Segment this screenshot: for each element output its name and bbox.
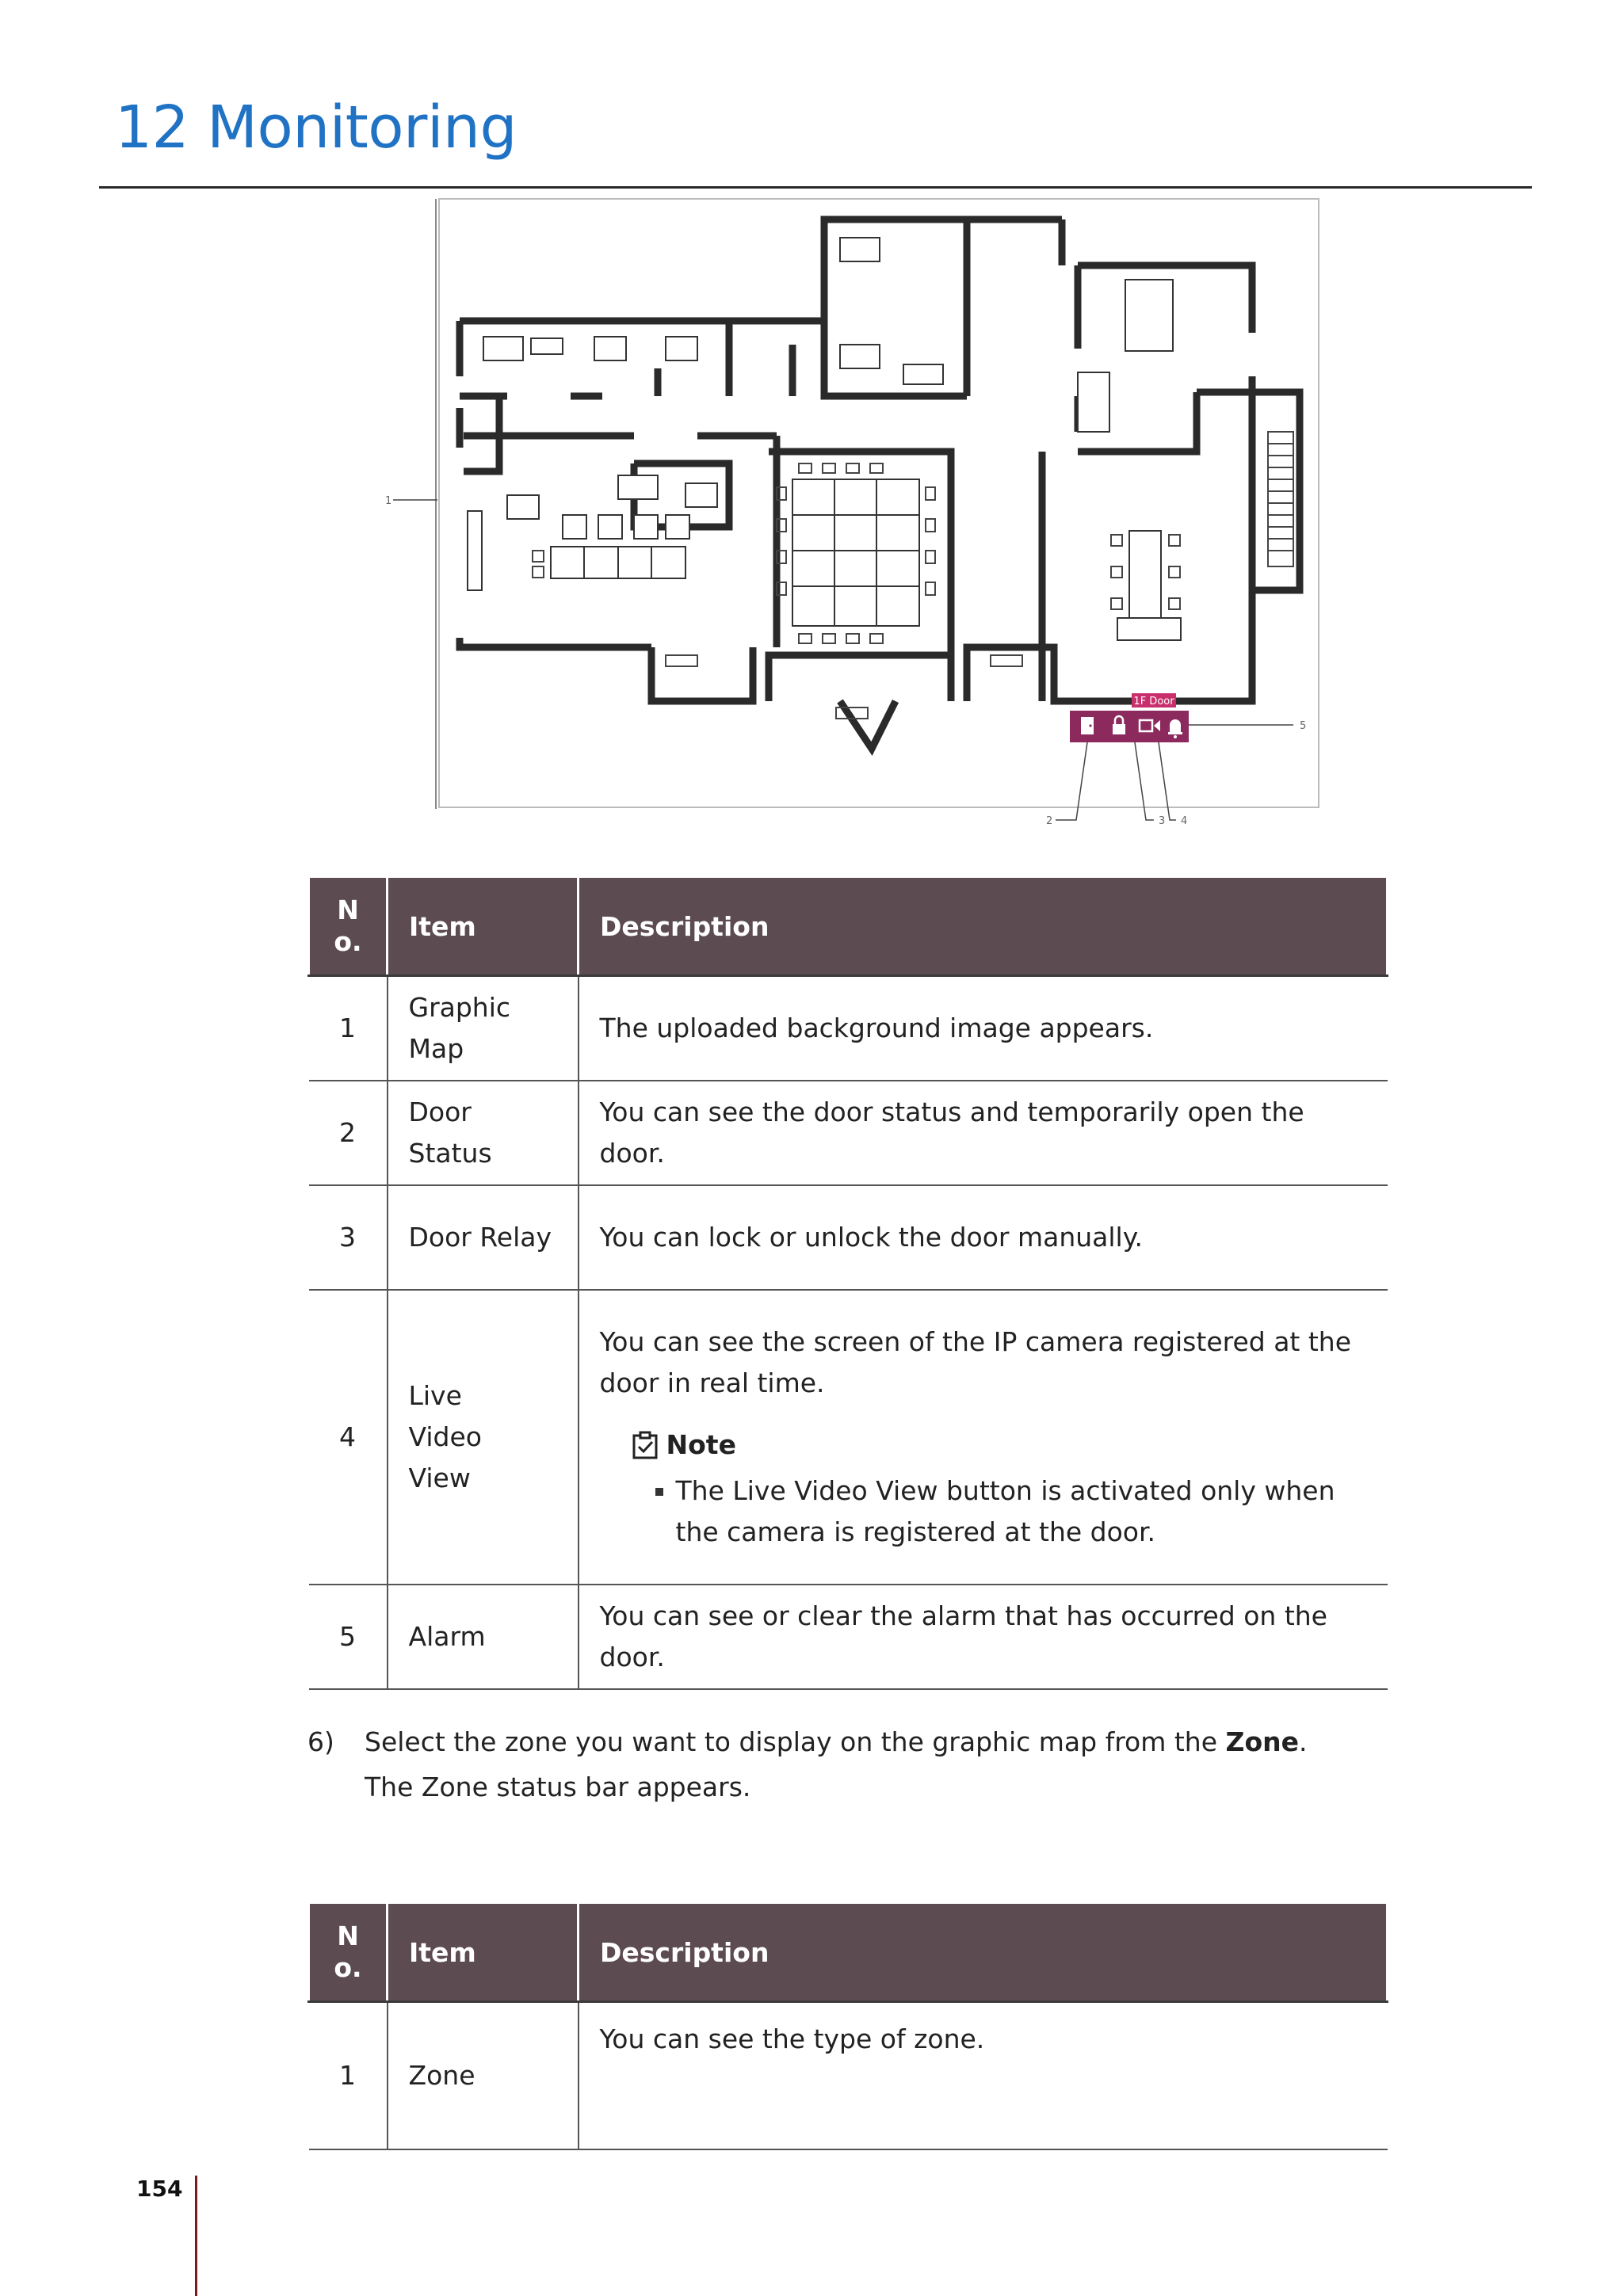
callout-2: 2 <box>1046 815 1053 827</box>
table-row <box>309 976 1388 1081</box>
row-item <box>388 1290 579 1585</box>
step-6 <box>307 1719 1338 1810</box>
row-item-text: Live Video View <box>408 1379 482 1493</box>
column-header-description: Description <box>579 877 1388 976</box>
row-number: 2 <box>309 1081 388 1185</box>
row-number: 1 <box>309 2002 388 2149</box>
note-title: Note <box>666 1428 736 1460</box>
step-number: 6) <box>307 1726 334 1757</box>
callout-1: 1 <box>385 495 392 507</box>
step-text <box>365 1719 1338 1810</box>
step-text-after: . The Zone status bar appears. <box>365 1726 1308 1802</box>
chapter-title: 12 Monitoring <box>115 93 517 162</box>
table-row <box>309 1585 1388 1689</box>
row-description-text: You can see the screen of the IP camera registered at the door in real time. <box>599 1325 1352 1398</box>
table-header-row <box>309 1903 1388 2002</box>
column-header-item: Item <box>388 877 579 976</box>
row-description: The uploaded background image appears. <box>579 976 1388 1081</box>
row-number: 5 <box>309 1585 388 1689</box>
row-description <box>579 1290 1388 1585</box>
row-item: Door Relay <box>388 1185 579 1290</box>
row-number: 4 <box>309 1290 388 1585</box>
column-header-description: Description <box>579 1903 1388 2002</box>
column-header-item: Item <box>388 1903 579 2002</box>
step-text-bold: Zone <box>1225 1726 1299 1757</box>
table-header-row <box>309 877 1388 976</box>
note-clipboard-icon <box>632 1431 659 1459</box>
title-rule <box>99 186 1532 189</box>
note-item: The Live Video View button is activated only when the camera is registered at the door. <box>676 1470 1367 1553</box>
row-description: You can lock or unlock the door manually. <box>579 1185 1388 1290</box>
step-text-before: Select the zone you want to display on the graphic map from the <box>365 1726 1226 1757</box>
callout-5: 5 <box>1300 720 1307 732</box>
door-label: 1F Door <box>1133 696 1174 707</box>
row-item: Graphic Map <box>388 976 579 1081</box>
row-number: 3 <box>309 1185 388 1290</box>
row-item: Alarm <box>388 1585 579 1689</box>
row-item: Zone <box>388 2002 579 2149</box>
table-row <box>309 1185 1388 1290</box>
row-description: You can see the type of zone. <box>579 2002 1388 2149</box>
row-item: Door Status <box>388 1081 579 1185</box>
column-header-no: N o. <box>309 877 388 976</box>
items-table <box>307 875 1388 1690</box>
note-list <box>600 1470 1367 1553</box>
callout-4: 4 <box>1181 815 1188 827</box>
zone-table <box>307 1901 1388 2150</box>
table-row <box>309 1081 1388 1185</box>
column-header-no: N o. <box>309 1903 388 2002</box>
callout-3: 3 <box>1159 815 1166 827</box>
page-number-bar <box>195 2176 197 2296</box>
table-row <box>309 2002 1388 2149</box>
table-row <box>309 1290 1388 1585</box>
row-description: You can see the door status and temporarily open the door. <box>579 1081 1388 1185</box>
note-heading <box>632 1425 1367 1466</box>
page-number: 154 <box>136 2176 183 2202</box>
row-number: 1 <box>309 976 388 1081</box>
graphic-map-figure <box>365 194 1347 828</box>
row-description: You can see or clear the alarm that has occurred on the door. <box>579 1585 1388 1689</box>
door-status-icon[interactable] <box>1081 717 1094 734</box>
